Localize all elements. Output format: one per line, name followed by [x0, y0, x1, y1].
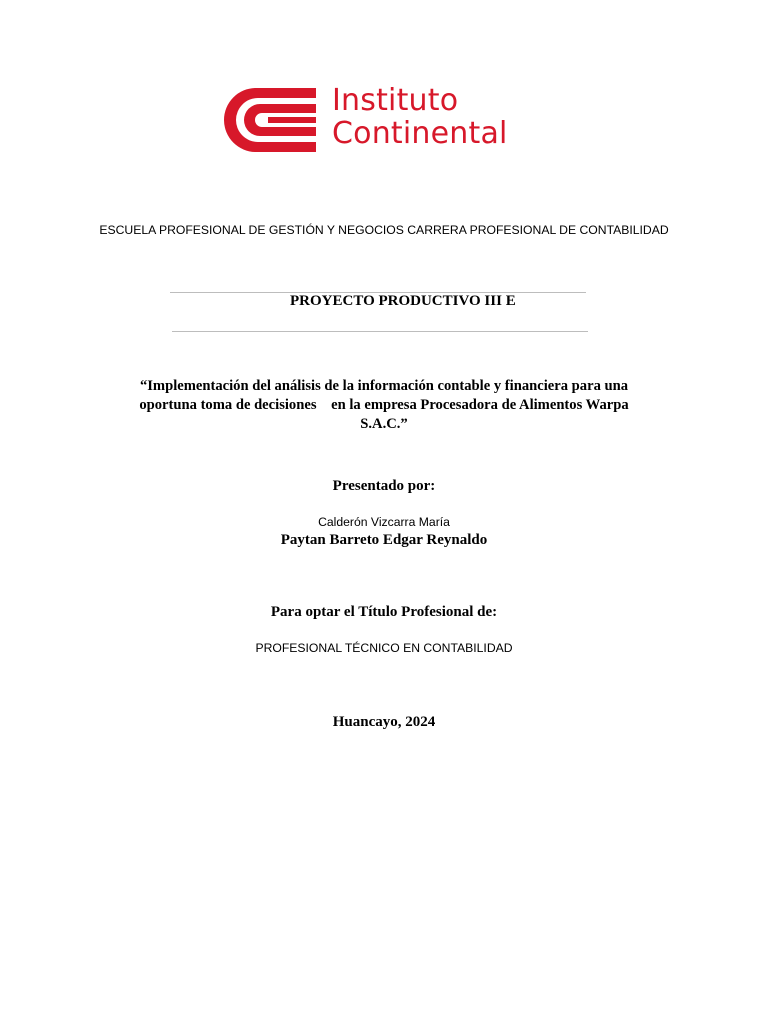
project-title: PROYECTO PRODUCTIVO III E — [290, 293, 516, 309]
institute-logo-text — [332, 84, 508, 150]
author-2: Paytan Barreto Edgar Reynaldo — [280, 532, 488, 548]
thesis-title-line-1: “Implementación del análisis de la información contable y financiera para una — [139, 378, 629, 394]
institute-logo — [222, 84, 552, 156]
institute-emblem-icon — [222, 84, 318, 156]
presented-by-label: Presentado por: — [332, 478, 436, 494]
divider-bottom — [172, 331, 588, 332]
logo-line-1: Instituto — [332, 83, 459, 118]
thesis-title-line-3: S.A.C.” — [360, 416, 408, 432]
logo-line-2: Continental — [332, 116, 508, 151]
thesis-title — [118, 377, 650, 434]
author-1: Calderón Vizcarra María — [318, 515, 450, 529]
thesis-title-line-2: oportuna toma de decisiones en la empresa Procesadora de Alimentos Warpa — [139, 397, 629, 413]
degree-name: PROFESIONAL TÉCNICO EN CONTABILIDAD — [255, 641, 513, 655]
school-heading: ESCUELA PROFESIONAL DE GESTIÓN Y NEGOCIOS CARRERA PROFESIONAL DE CONTABILIDAD — [99, 223, 669, 237]
place-date: Huancayo, 2024 — [332, 714, 436, 730]
degree-label: Para optar el Título Profesional de: — [270, 604, 498, 620]
